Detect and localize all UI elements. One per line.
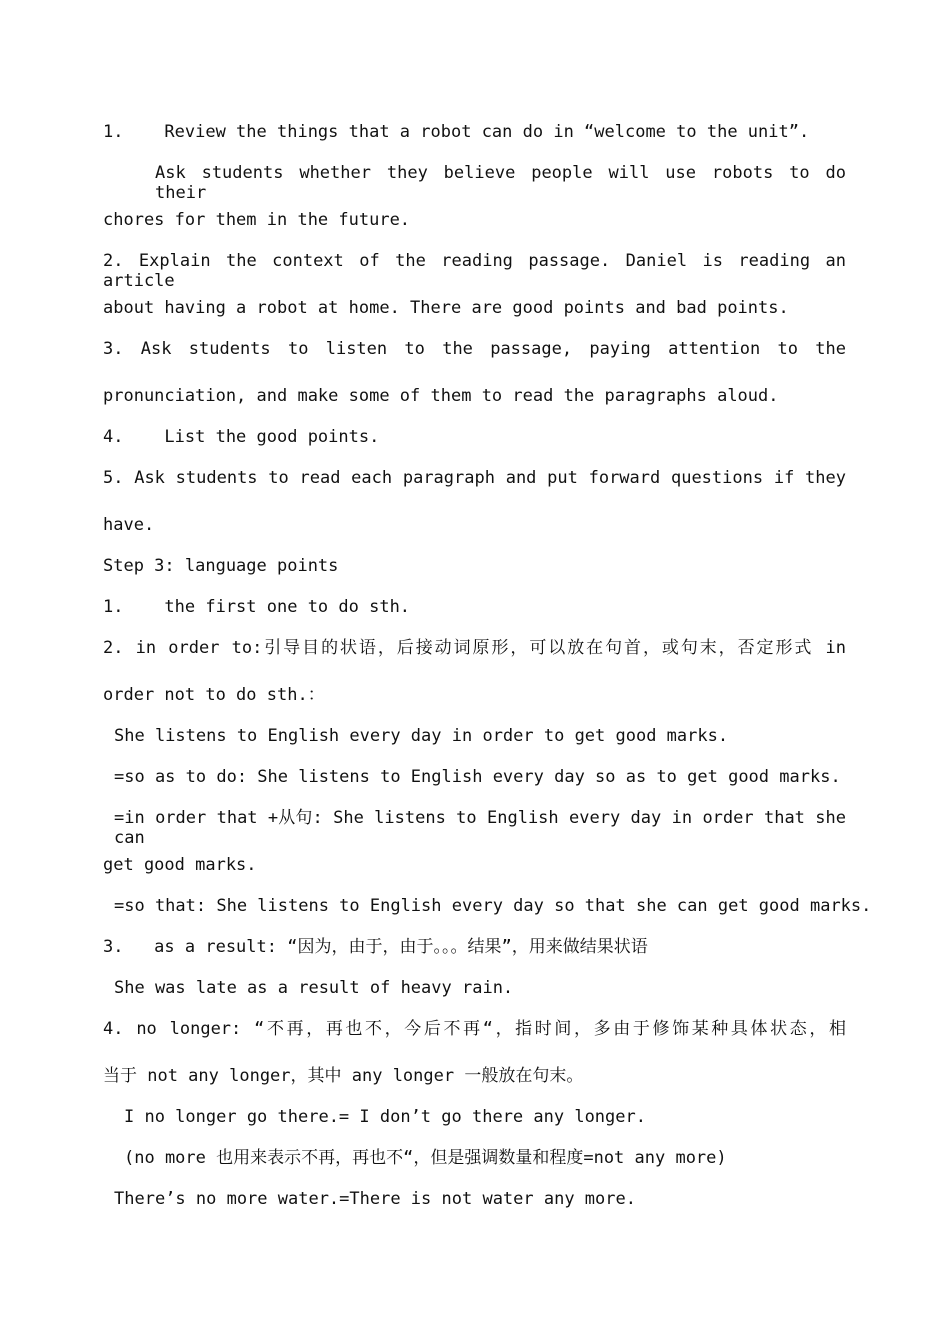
line-10: have. (103, 515, 155, 535)
note-line: (no more 也用来表示不再，再也不“，但是强调数量和程度=not any more) (124, 1148, 727, 1168)
line-1: 1. Review the things that a robot can do in “welcome to the unit”. (103, 122, 810, 142)
line-4: 2. Explain the context of the reading passage. Daniel is reading an article (103, 251, 846, 291)
line-6: 3. Ask students to listen to the passage, paying attention to the (103, 339, 846, 359)
line-3: chores for them in the future. (103, 210, 411, 230)
example-5: She was late as a result of heavy rain. (114, 978, 514, 998)
line-9: 5. Ask students to read each paragraph and put forward questions if they (103, 468, 846, 488)
example-6: I no longer go there.= I don’t go there any longer. (124, 1107, 646, 1127)
example-1: She listens to English every day in order to get good marks. (114, 726, 729, 746)
line-22: 4. no longer: “不再，再也不，今后不再“，指时间，多由于修饰某种具体状态，相 (103, 1019, 846, 1039)
line-14: order not to do sth.： (103, 685, 325, 705)
section-heading: Step 3: language points (103, 556, 339, 576)
example-3: =in order that +从句: She listens to English every day in order that she can (114, 808, 846, 848)
line-5: about having a robot at home. There are good points and bad points. (103, 298, 789, 318)
line-23: 当于 not any longer，其中 any longer 一般放在句末。 (103, 1066, 584, 1086)
line-7: pronunciation, and make some of them to read the paragraphs aloud. (103, 386, 779, 406)
example-2: =so as to do: She listens to English every day so as to get good marks. (114, 767, 841, 787)
example-4: =so that: She listens to English every day so that she can get good marks. (114, 896, 872, 916)
line-8: 4. List the good points. (103, 427, 380, 447)
example-7: There’s no more water.=There is not water any more. (114, 1189, 636, 1209)
line-13: 2. in order to:引导目的状语，后接动词原形，可以放在句首，或句末，否定形式 in (103, 638, 846, 658)
line-20: 3. as a result: “因为，由于，由于。。。结果”，用来做结果状语 (103, 937, 648, 957)
example-3-cont: get good marks. (103, 855, 257, 875)
line-2: Ask students whether they believe people will use robots to do their (155, 163, 846, 203)
line-12: 1. the first one to do sth. (103, 597, 411, 617)
